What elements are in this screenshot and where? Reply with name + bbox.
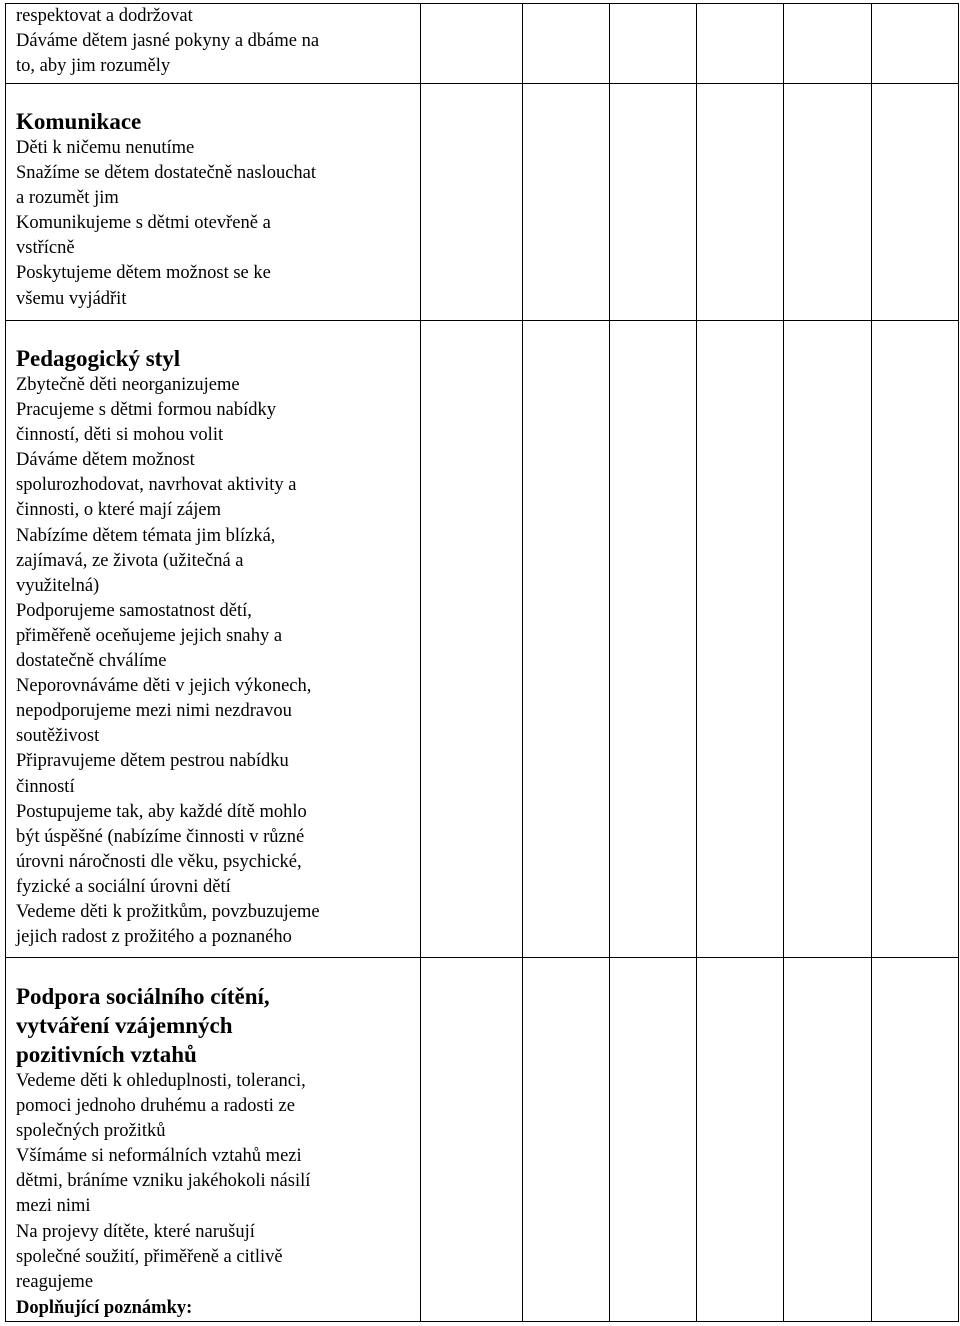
criteria-cell [6, 4, 421, 84]
criteria-line: dostatečně chválíme [16, 651, 167, 672]
section-heading: Podpora sociálního cítění, [16, 984, 270, 1009]
criteria-line: Děti k ničemu nenutíme [16, 138, 195, 158]
criteria-line: činností [16, 776, 75, 797]
table-row [6, 4, 959, 84]
section-heading: pozitivních vztahů [16, 1042, 197, 1067]
criteria-line: spolurozhodovat, navrhovat aktivity a [16, 475, 297, 496]
criteria-line: dětmi, bráníme vzniku jakéhokoli násilí [16, 1171, 311, 1192]
criteria-line: soutěživost [16, 726, 100, 747]
criteria-line: zajímavá, ze života (užitečná a [16, 550, 244, 571]
criteria-line: pomoci jednoho druhému a radosti ze [16, 1096, 295, 1117]
rating-cell[interactable] [421, 958, 522, 1322]
rating-cell[interactable] [697, 958, 784, 1322]
criteria-line: Nabízíme dětem témata jim blízká, [16, 525, 276, 546]
criteria-line: být úspěšné (nabízíme činnosti v různé [16, 826, 305, 847]
rating-cell[interactable] [522, 321, 609, 958]
criteria-line: Postupujeme tak, aby každé dítě mohlo [16, 801, 307, 822]
rating-cell[interactable] [421, 84, 522, 321]
rating-cell[interactable] [697, 4, 784, 84]
criteria-line: Podporujeme samostatnost dětí, [16, 600, 252, 621]
rating-cell[interactable] [871, 84, 958, 321]
criteria-line: všemu vyjádřit [16, 288, 127, 309]
evaluation-table [5, 3, 959, 1322]
rating-cell[interactable] [421, 321, 522, 958]
criteria-cell [6, 321, 421, 958]
criteria-line: respektovat a dodržovat [16, 6, 193, 26]
criteria-cell [6, 958, 421, 1322]
criteria-cell [6, 84, 421, 321]
criteria-line: reagujeme [16, 1271, 94, 1292]
rating-cell[interactable] [610, 958, 697, 1322]
rating-cell[interactable] [522, 84, 609, 321]
criteria-line: přiměřeně oceňujeme jejich snahy a [16, 625, 283, 646]
criteria-line: Pracujeme s dětmi formou nabídky [16, 400, 276, 421]
rating-cell[interactable] [784, 84, 871, 321]
rating-cell[interactable] [610, 84, 697, 321]
table-row [6, 321, 959, 958]
criteria-line: společné soužití, přiměřeně a citlivě [16, 1246, 283, 1267]
criteria-line: Připravujeme dětem pestrou nabídku [16, 751, 289, 772]
rating-cell[interactable] [610, 321, 697, 958]
section-heading: Pedagogický styl [16, 346, 181, 371]
criteria-line: mezi nimi [16, 1196, 91, 1217]
criteria-line: vstřícně [16, 238, 75, 259]
rating-cell[interactable] [784, 958, 871, 1322]
rating-cell[interactable] [871, 321, 958, 958]
rating-cell[interactable] [784, 321, 871, 958]
rating-cell[interactable] [697, 321, 784, 958]
criteria-line: činnosti, o které mají zájem [16, 500, 221, 521]
rating-cell[interactable] [610, 4, 697, 84]
table-row [6, 84, 959, 321]
rating-cell[interactable] [871, 4, 958, 84]
rating-cell[interactable] [871, 958, 958, 1322]
criteria-line: Snažíme se dětem dostatečně naslouchat [16, 163, 317, 184]
criteria-line: Dáváme dětem jasné pokyny a dbáme na [16, 31, 320, 52]
criteria-line: a rozumět jim [16, 188, 119, 209]
criteria-line: Vedeme děti k ohleduplnosti, toleranci, [16, 1071, 306, 1091]
criteria-line: nepodporujeme mezi nimi nezdravou [16, 701, 292, 722]
notes-label: Doplňující poznámky: [16, 1297, 193, 1318]
criteria-line: fyzické a sociální úrovni dětí [16, 876, 231, 897]
criteria-line: jejich radost z prožitého a poznaného [16, 927, 292, 948]
criteria-line: Na projevy dítěte, které narušují [16, 1221, 255, 1242]
criteria-line: Vedeme děti k prožitkům, povzbuzujeme [16, 901, 320, 922]
criteria-line: činností, děti si mohou volit [16, 425, 224, 446]
criteria-line: využitelná) [16, 575, 100, 596]
rating-cell[interactable] [522, 958, 609, 1322]
rating-cell[interactable] [697, 84, 784, 321]
criteria-line: společných prožitků [16, 1121, 166, 1142]
criteria-line: Poskytujeme dětem možnost se ke [16, 263, 271, 284]
rating-cell[interactable] [522, 4, 609, 84]
rating-cell[interactable] [784, 4, 871, 84]
section-heading: vytváření vzájemných [16, 1013, 233, 1038]
criteria-line: úrovni náročnosti dle věku, psychické, [16, 851, 302, 872]
criteria-line: Dáváme dětem možnost [16, 450, 195, 471]
criteria-line: to, aby jim rozuměly [16, 56, 171, 77]
criteria-line: Všímáme si neformálních vztahů mezi [16, 1146, 302, 1167]
rating-cell[interactable] [421, 4, 522, 84]
section-heading: Komunikace [16, 109, 142, 134]
criteria-line: Zbytečně děti neorganizujeme [16, 375, 240, 395]
criteria-line: Komunikujeme s dětmi otevřeně a [16, 213, 271, 234]
table-row [6, 958, 959, 1322]
criteria-line: Neporovnáváme děti v jejich výkonech, [16, 676, 312, 697]
